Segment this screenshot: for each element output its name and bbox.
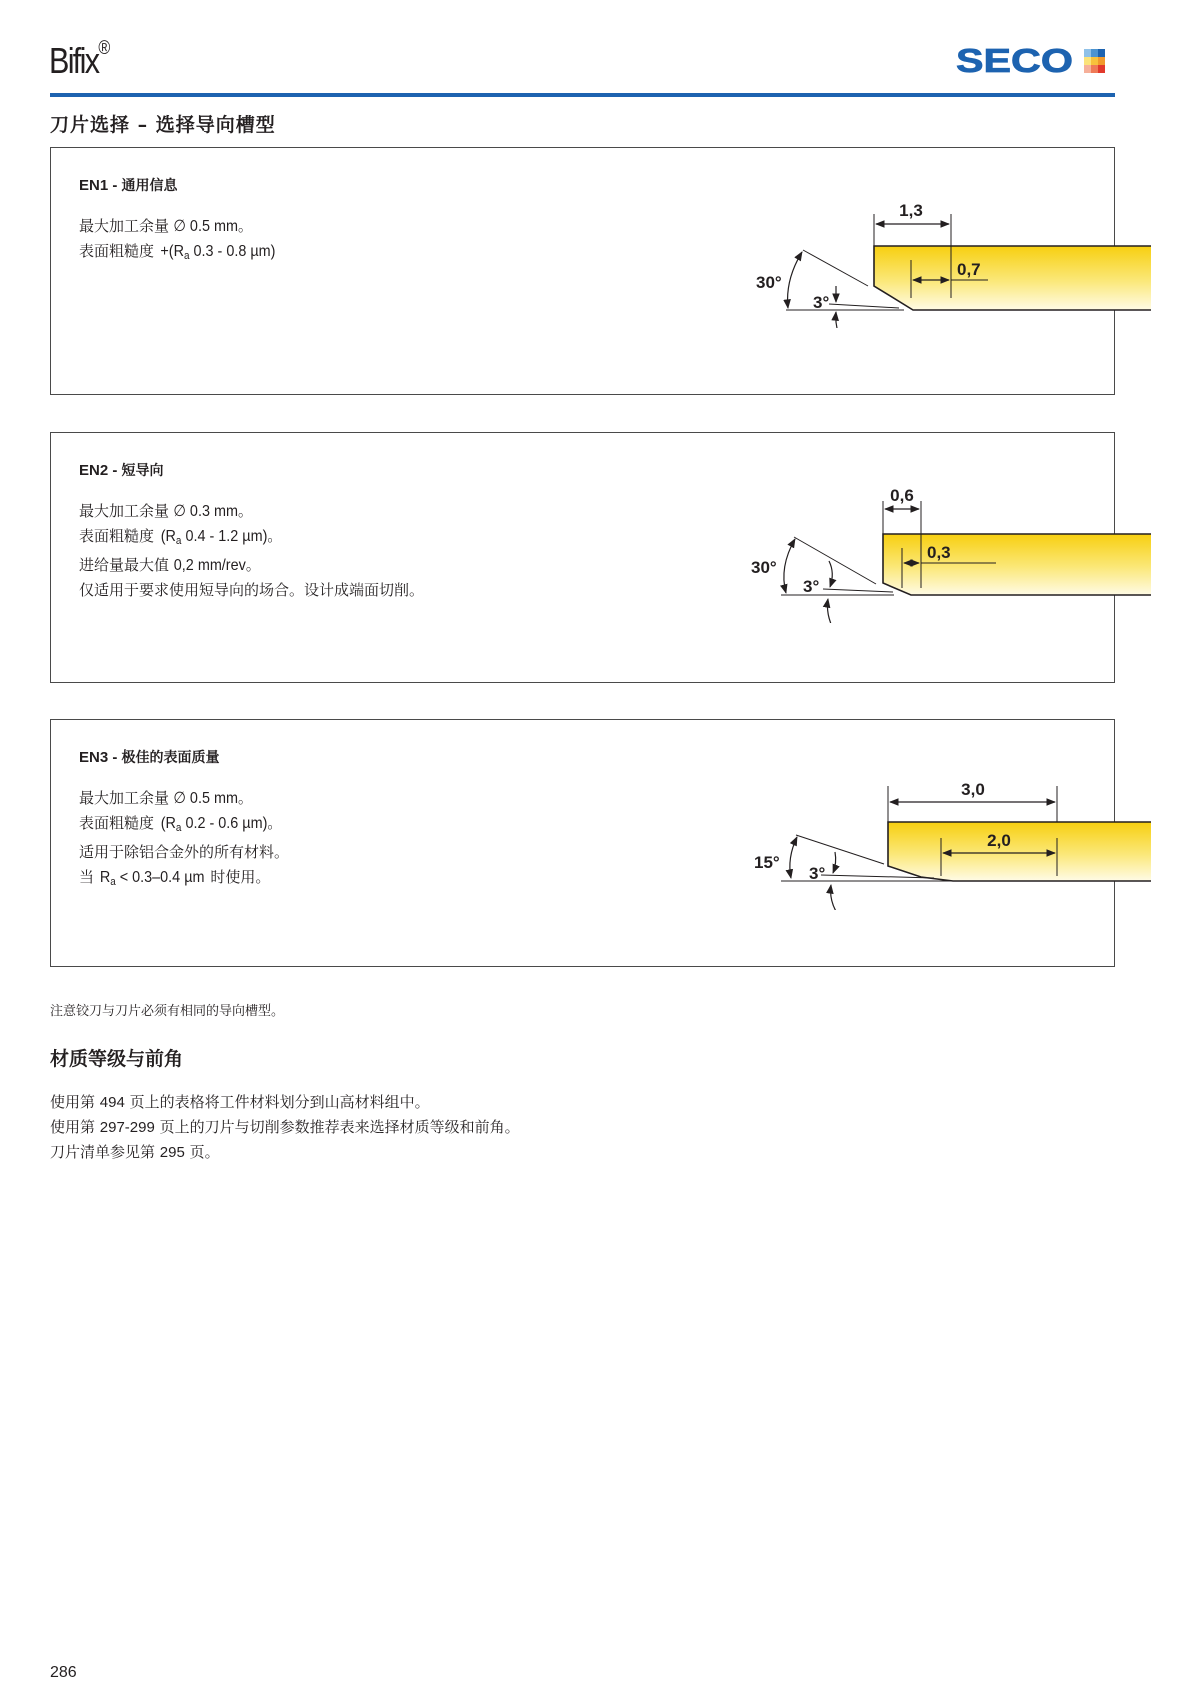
- note-text: 注意铰刀与刀片必须有相同的导向槽型。: [50, 1004, 285, 1019]
- brand-name: Bifix: [49, 40, 99, 81]
- spec-line: 最大加工余量∅ 0.5 mm。: [79, 217, 253, 235]
- page-title: 刀片选择 – 选择导向槽型: [50, 114, 276, 136]
- groove-code: EN3: [79, 749, 109, 766]
- groove-code: EN1: [79, 177, 109, 194]
- spec-line: 表面粗糙度($R_a$ 0.4 - 1.2 µm)。: [79, 527, 282, 547]
- angle-label: 15°: [754, 853, 780, 872]
- logo-square: [1098, 65, 1105, 73]
- logo-square: [1084, 49, 1091, 57]
- reference-line: 刀片清单参见第 295 页。: [50, 1143, 220, 1161]
- dimension-label: 0,7: [957, 260, 981, 279]
- groove-code: EN2: [79, 462, 109, 479]
- logo-square: [1091, 49, 1098, 57]
- spec-line: 最大加工余量∅ 0.5 mm。: [79, 789, 253, 807]
- page-reference: 295: [159, 1144, 185, 1161]
- spec-line: 适用于除铝合金外的所有材料。: [79, 843, 290, 861]
- logo-square: [1098, 57, 1105, 65]
- groove-diagram-en3: [751, 760, 1151, 910]
- dimension-label: 2,0: [987, 831, 1011, 850]
- dimension-label: 0,6: [890, 486, 914, 505]
- groove-name: 极佳的表面质量: [121, 750, 220, 766]
- logo-squares-icon: [1084, 49, 1105, 73]
- groove-box-en3: [50, 719, 1115, 967]
- angle-label: 30°: [756, 273, 782, 292]
- logo-square: [1084, 57, 1091, 65]
- groove-name: 通用信息: [121, 178, 178, 194]
- reference-line: 使用第 494 页上的表格将工件材料划分到山高材料组中。: [50, 1093, 430, 1111]
- dimension-label: 1,3: [899, 201, 923, 220]
- logo-text: SECO: [956, 42, 1073, 79]
- material-section-body: [50, 1090, 520, 1165]
- groove-diagram-en1: [751, 188, 1151, 328]
- dimension-label: 3,0: [961, 780, 985, 799]
- box-description: [79, 786, 289, 894]
- dimension-label: 0,3: [927, 543, 951, 562]
- spec-line: 最大加工余量∅ 0.3 mm。: [79, 502, 253, 520]
- logo-square: [1091, 57, 1098, 65]
- box-title: EN1 - 通用信息: [79, 177, 178, 194]
- spec-line: 表面粗糙度($R_a$ 0.2 - 0.6 µm)。: [79, 814, 282, 834]
- logo-square: [1084, 65, 1091, 73]
- angle-label: 3°: [809, 864, 826, 883]
- reference-line: 使用第 297-299 页上的刀片与切削参数推荐表来选择材质等级和前角。: [50, 1118, 520, 1136]
- seco-logo: [956, 42, 1073, 79]
- logo-square: [1091, 65, 1098, 73]
- groove-box-en2: [50, 432, 1115, 683]
- spec-line: 进给量最大值0,2 mm/rev。: [79, 556, 261, 574]
- groove-diagram-en2: [751, 473, 1151, 623]
- registered-mark: ®: [98, 38, 111, 59]
- groove-name: 短导向: [121, 463, 164, 479]
- angle-label: 30°: [751, 558, 777, 577]
- brand-title: [49, 40, 110, 82]
- spec-line: 表面粗糙度$+(R_a$ 0.3 - 0.8 µm): [79, 242, 276, 262]
- spec-line: 仅适用于要求使用短导向的场合。设计成端面切削。: [79, 581, 425, 599]
- angle-label: 3°: [803, 577, 820, 596]
- page-reference: 494: [99, 1094, 125, 1111]
- groove-box-en1: [50, 147, 1115, 395]
- spec-line: 当$R_a < 0.3-0.4$ µm时使用。: [79, 868, 271, 888]
- page-number: 286: [50, 1664, 77, 1681]
- header-rule: [50, 93, 1115, 97]
- page-reference: 297-299: [99, 1119, 155, 1136]
- box-title: EN3 - 极佳的表面质量: [79, 749, 220, 766]
- material-section-title: 材质等级与前角: [50, 1048, 184, 1070]
- angle-label: 3°: [813, 293, 830, 312]
- box-description: [79, 499, 424, 603]
- box-description: [79, 214, 282, 268]
- logo-square: [1098, 49, 1105, 57]
- box-title: EN2 - 短导向: [79, 462, 164, 479]
